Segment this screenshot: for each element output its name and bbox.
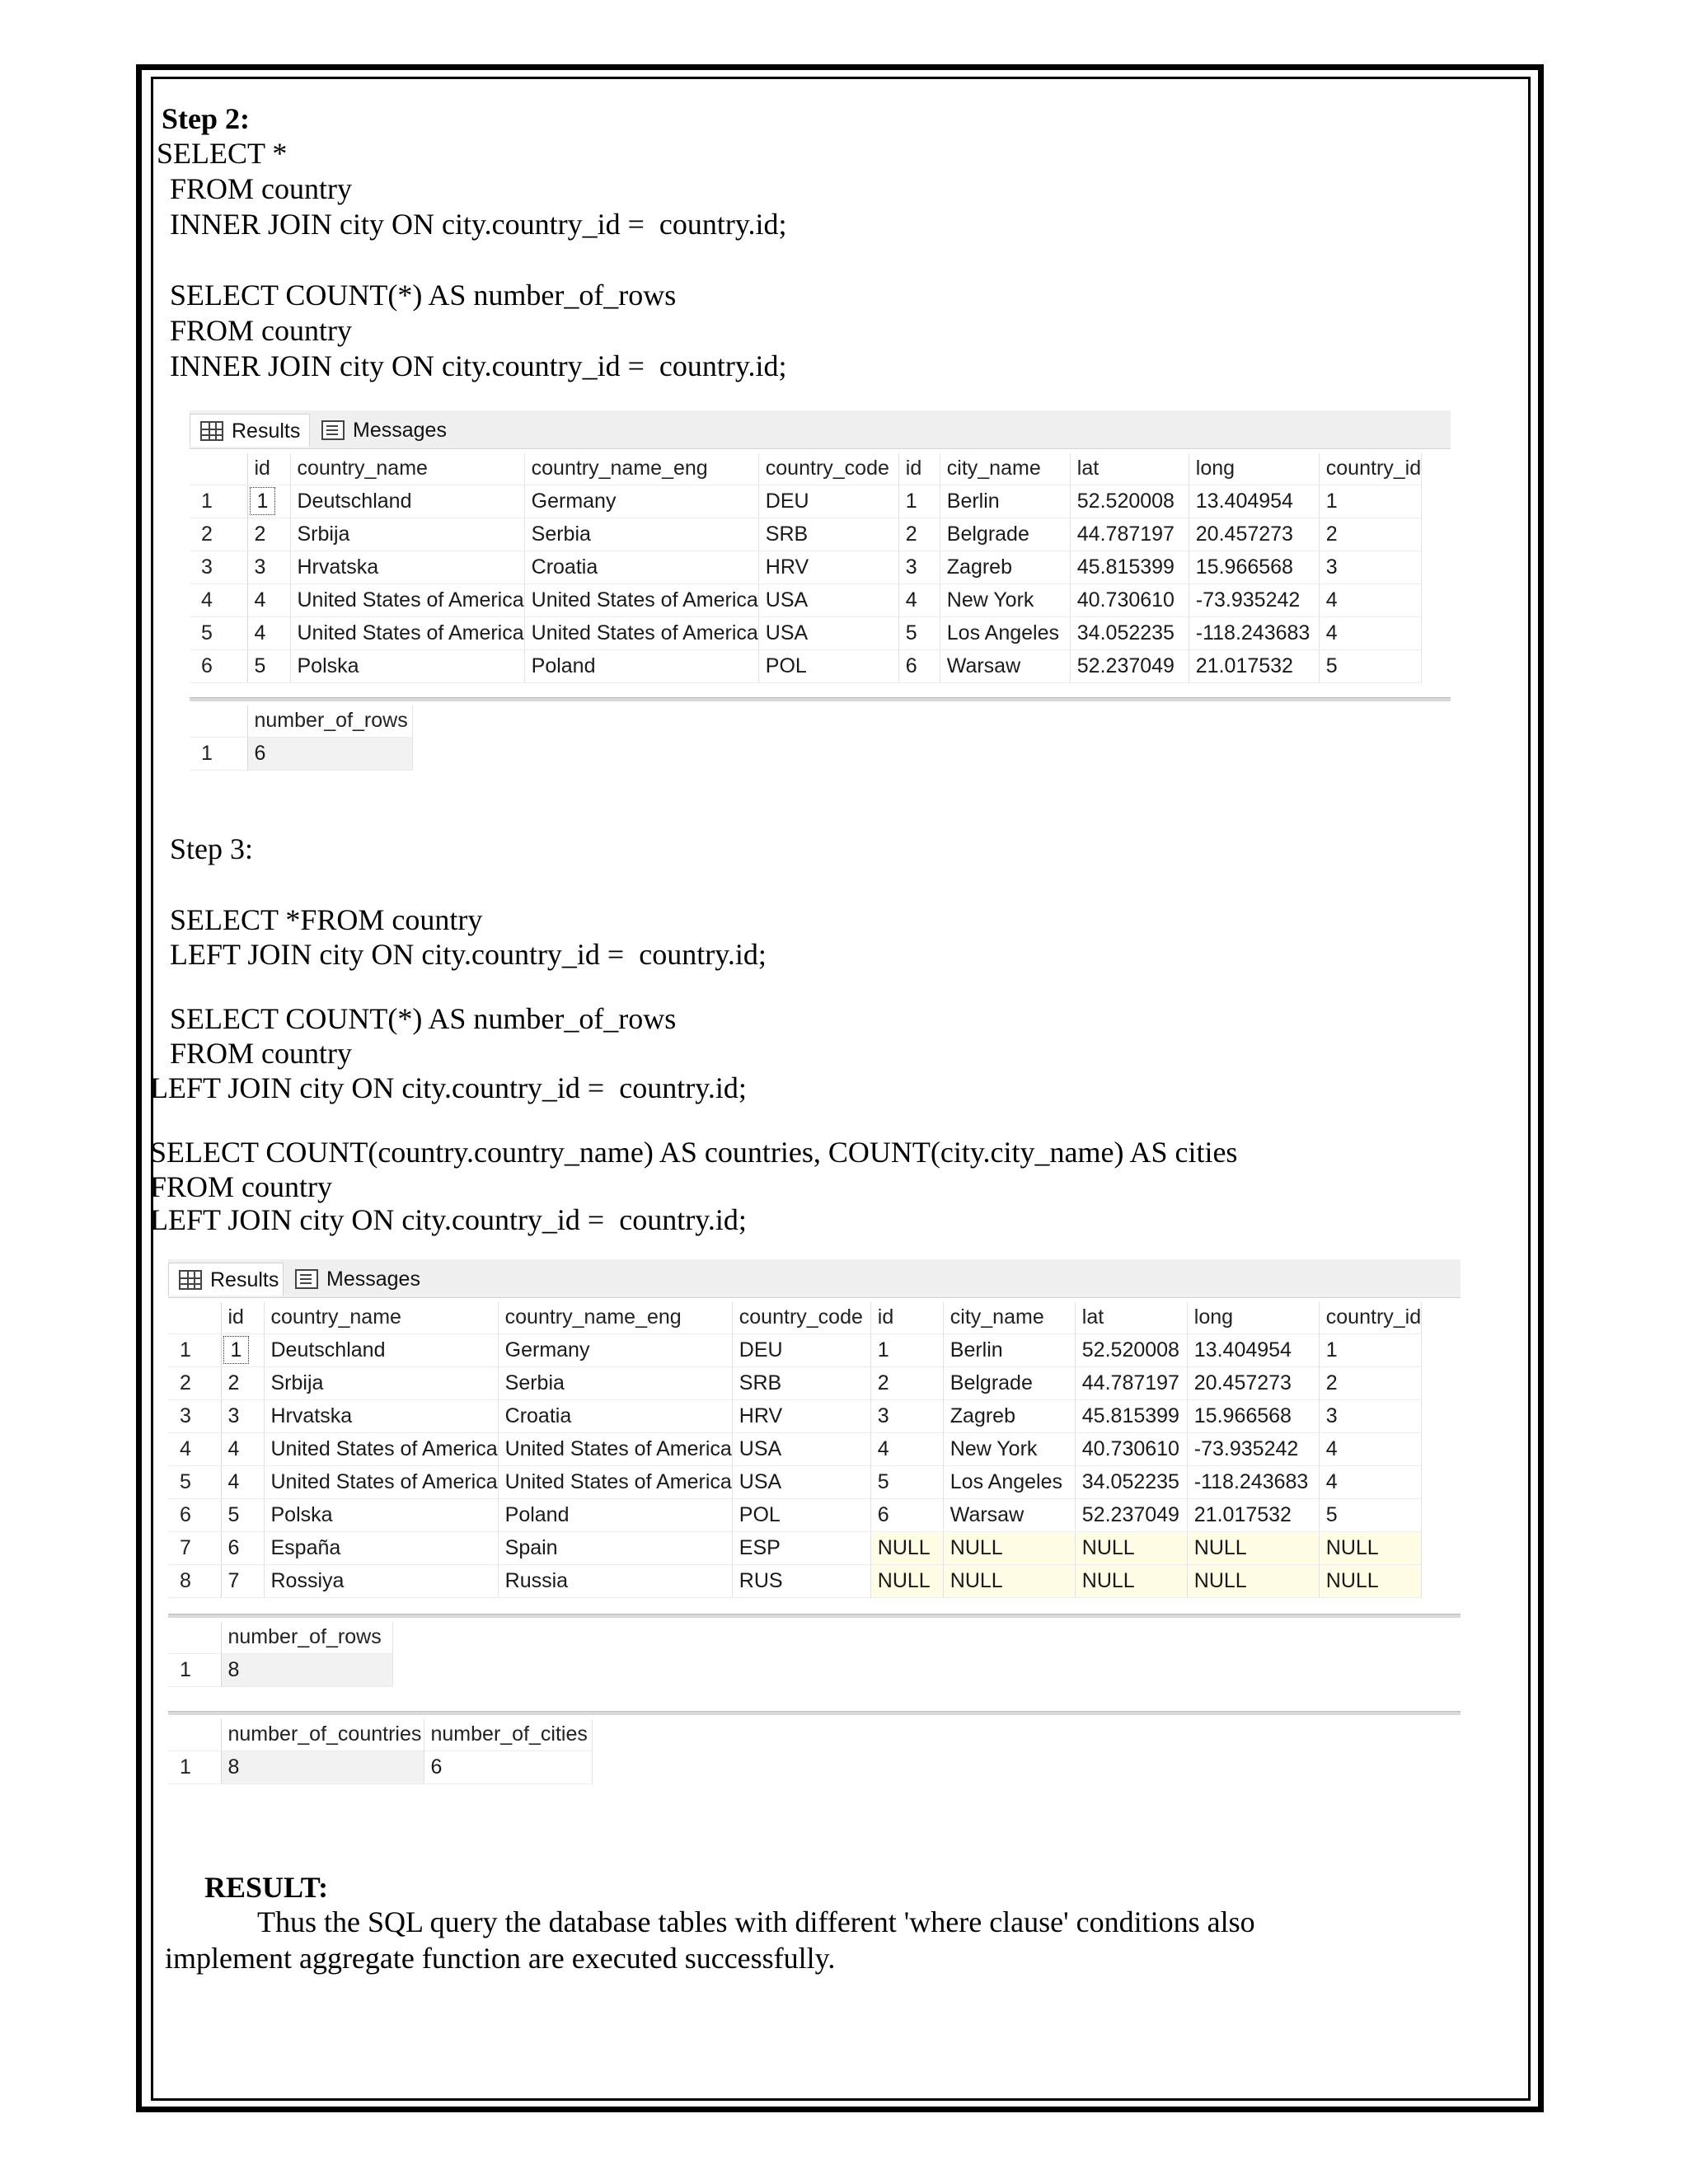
table-cell[interactable]: 5 bbox=[1319, 1498, 1421, 1531]
table-cell[interactable]: 40.730610 bbox=[1075, 1432, 1187, 1465]
table-cell[interactable]: ESP bbox=[732, 1531, 870, 1564]
inner-join-results-grid bbox=[190, 453, 1422, 683]
table-cell[interactable]: Los Angeles bbox=[940, 616, 1070, 649]
column-header: country_name_eng bbox=[498, 1302, 732, 1333]
table-cell[interactable]: Zagreb bbox=[940, 551, 1070, 583]
table-cell[interactable]: 5 bbox=[247, 649, 290, 682]
table-cell[interactable]: Zagreb bbox=[943, 1399, 1075, 1432]
table-cell[interactable]: 3 bbox=[1319, 551, 1421, 583]
cell-number-of-cities[interactable]: 6 bbox=[424, 1750, 592, 1783]
tab-messages[interactable] bbox=[312, 414, 452, 447]
table-row[interactable] bbox=[190, 616, 1422, 649]
column-header: long bbox=[1187, 1302, 1319, 1333]
table-cell[interactable]: -118.243683 bbox=[1187, 1465, 1319, 1498]
table-cell[interactable]: 4 bbox=[1319, 583, 1421, 616]
table-cell[interactable]: 40.730610 bbox=[1070, 583, 1189, 616]
step3-q2-line2: FROM country bbox=[170, 1037, 353, 1070]
table-cell[interactable]: Berlin bbox=[940, 485, 1070, 518]
row-number[interactable]: 6 bbox=[168, 1498, 221, 1531]
row-number[interactable]: 3 bbox=[168, 1399, 221, 1432]
table-row[interactable] bbox=[190, 649, 1422, 682]
tab-results-label: Results bbox=[210, 1268, 279, 1291]
left-join-results-grid bbox=[168, 1302, 1422, 1598]
table-cell[interactable]: 2 bbox=[247, 518, 290, 551]
table-cell[interactable]: NULL bbox=[1075, 1564, 1187, 1597]
column-header: lat bbox=[1075, 1302, 1187, 1333]
table-cell[interactable]: United States of America bbox=[524, 583, 758, 616]
table-cell[interactable]: United States of America bbox=[524, 616, 758, 649]
table-cell[interactable]: United States of America bbox=[290, 616, 524, 649]
table-cell[interactable]: 4 bbox=[898, 583, 940, 616]
step2-q1-line1: SELECT * bbox=[157, 137, 288, 170]
row-number[interactable]: 5 bbox=[190, 616, 247, 649]
table-cell[interactable]: DEU bbox=[758, 485, 898, 518]
table-row[interactable] bbox=[190, 583, 1422, 616]
row-number[interactable]: 3 bbox=[190, 551, 247, 583]
tab-messages[interactable] bbox=[285, 1263, 425, 1296]
results-panel-inner-join bbox=[190, 410, 1451, 781]
table-cell[interactable]: 4 bbox=[247, 583, 290, 616]
selected-cell-value: 1 bbox=[223, 1336, 250, 1364]
table-cell[interactable]: 20.457273 bbox=[1189, 518, 1319, 551]
table-cell[interactable]: 15.966568 bbox=[1187, 1399, 1319, 1432]
table-cell[interactable]: 34.052235 bbox=[1070, 616, 1189, 649]
table-cell[interactable]: 44.787197 bbox=[1070, 518, 1189, 551]
tab-messages-label: Messages bbox=[353, 419, 447, 442]
table-cell[interactable]: Poland bbox=[524, 649, 758, 682]
table-cell[interactable]: SRB bbox=[758, 518, 898, 551]
row-number[interactable]: 4 bbox=[190, 583, 247, 616]
table-cell[interactable]: USA bbox=[732, 1465, 870, 1498]
table-cell[interactable]: 4 bbox=[1319, 1465, 1421, 1498]
grid-icon bbox=[200, 421, 223, 441]
step3-q1-line2: LEFT JOIN city ON city.country_id = country.id; bbox=[170, 938, 767, 971]
step2-q1-line3: INNER JOIN city ON city.country_id = country.id; bbox=[170, 208, 787, 241]
results-tabbar bbox=[190, 410, 1451, 449]
column-header: country_id bbox=[1319, 453, 1421, 485]
column-header: country_name bbox=[264, 1302, 498, 1333]
table-cell[interactable]: Serbia bbox=[524, 518, 758, 551]
table-cell[interactable]: 3 bbox=[870, 1399, 943, 1432]
table-cell[interactable]: 44.787197 bbox=[1075, 1366, 1187, 1399]
row-number-header bbox=[168, 1622, 221, 1653]
table-cell[interactable]: 2 bbox=[1319, 1366, 1421, 1399]
table-cell[interactable]: 3 bbox=[898, 551, 940, 583]
table-cell[interactable]: Rossiya bbox=[264, 1564, 498, 1597]
grid-separator bbox=[168, 1711, 1461, 1715]
table-cell[interactable]: Deutschland bbox=[290, 485, 524, 518]
table-row[interactable] bbox=[190, 518, 1422, 551]
table-cell[interactable]: 52.237049 bbox=[1075, 1498, 1187, 1531]
row-number[interactable]: 6 bbox=[190, 649, 247, 682]
row-number-header bbox=[190, 453, 247, 485]
table-cell[interactable]: Russia bbox=[498, 1564, 732, 1597]
table-cell[interactable]: 4 bbox=[247, 616, 290, 649]
table-cell[interactable]: RUS bbox=[732, 1564, 870, 1597]
table-cell[interactable]: -73.935242 bbox=[1189, 583, 1319, 616]
table-cell[interactable]: 2 bbox=[870, 1366, 943, 1399]
table-cell[interactable]: 2 bbox=[221, 1366, 264, 1399]
table-cell[interactable]: NULL bbox=[943, 1531, 1075, 1564]
row-number-header bbox=[168, 1302, 221, 1333]
messages-icon bbox=[295, 1269, 318, 1289]
table-cell[interactable]: Warsaw bbox=[940, 649, 1070, 682]
table-cell[interactable]: Spain bbox=[498, 1531, 732, 1564]
step3-q3-line2: FROM country bbox=[150, 1170, 333, 1203]
cell-number-of-rows[interactable]: 8 bbox=[221, 1653, 392, 1686]
table-cell[interactable]: United States of America bbox=[290, 583, 524, 616]
table-cell[interactable]: DEU bbox=[732, 1333, 870, 1366]
row-number-header bbox=[168, 1719, 221, 1750]
step3-q3-line1: SELECT COUNT(country.country_name) AS countries, COUNT(city.city_name) AS cities bbox=[150, 1136, 1238, 1169]
tab-results[interactable] bbox=[190, 414, 310, 447]
step2-q2-line1: SELECT COUNT(*) AS number_of_rows bbox=[170, 279, 677, 312]
table-cell[interactable]: 15.966568 bbox=[1189, 551, 1319, 583]
table-cell[interactable]: POL bbox=[732, 1498, 870, 1531]
table-cell[interactable]: Croatia bbox=[498, 1399, 732, 1432]
table-row[interactable] bbox=[168, 1399, 1422, 1432]
table-cell[interactable]: 3 bbox=[247, 551, 290, 583]
table-cell[interactable]: USA bbox=[732, 1432, 870, 1465]
row-number: 1 bbox=[168, 1750, 221, 1783]
table-row[interactable] bbox=[168, 1333, 1422, 1366]
table-cell[interactable]: 6 bbox=[870, 1498, 943, 1531]
row-number[interactable]: 1 bbox=[168, 1333, 221, 1366]
table-cell[interactable]: NULL bbox=[1075, 1531, 1187, 1564]
table-cell[interactable]: NULL bbox=[1319, 1531, 1421, 1564]
table-cell[interactable]: Polska bbox=[290, 649, 524, 682]
table-cell[interactable]: HRV bbox=[732, 1399, 870, 1432]
table-row[interactable] bbox=[168, 1432, 1422, 1465]
column-header: id bbox=[221, 1302, 264, 1333]
table-cell[interactable]: NULL bbox=[943, 1564, 1075, 1597]
table-row[interactable] bbox=[190, 551, 1422, 583]
table-cell[interactable]: 2 bbox=[1319, 518, 1421, 551]
left-count-grid bbox=[168, 1622, 393, 1687]
table-cell[interactable]: -73.935242 bbox=[1187, 1432, 1319, 1465]
table-cell[interactable]: Germany bbox=[524, 485, 758, 518]
column-header: long bbox=[1189, 453, 1319, 485]
tab-results-label: Results bbox=[232, 419, 301, 443]
result-line-2: implement aggregate function are executed successfully. bbox=[165, 1942, 836, 1975]
table-cell[interactable]: 4 bbox=[221, 1432, 264, 1465]
row-number[interactable]: 8 bbox=[168, 1564, 221, 1597]
column-header: id bbox=[247, 453, 290, 485]
step3-q2-line1: SELECT COUNT(*) AS number_of_rows bbox=[170, 1002, 677, 1035]
table-cell[interactable]: New York bbox=[943, 1432, 1075, 1465]
column-header: id bbox=[870, 1302, 943, 1333]
result-line-1: Thus the SQL query the database tables with different 'where clause' conditions also bbox=[257, 1905, 1255, 1938]
table-cell[interactable] bbox=[247, 485, 290, 518]
table-cell[interactable]: 5 bbox=[1319, 649, 1421, 682]
table-cell[interactable]: Belgrade bbox=[940, 518, 1070, 551]
table-cell[interactable]: NULL bbox=[1187, 1531, 1319, 1564]
table-cell[interactable]: 6 bbox=[898, 649, 940, 682]
table-cell[interactable]: Srbija bbox=[264, 1366, 498, 1399]
row-number: 1 bbox=[168, 1653, 221, 1686]
step2-title: Step 2: bbox=[162, 102, 250, 135]
table-row[interactable] bbox=[190, 485, 1422, 518]
table-cell[interactable]: 2 bbox=[898, 518, 940, 551]
grid-icon bbox=[179, 1270, 202, 1290]
messages-icon bbox=[321, 420, 345, 440]
row-number[interactable]: 7 bbox=[168, 1531, 221, 1564]
table-cell[interactable]: 52.520008 bbox=[1070, 485, 1189, 518]
row-number[interactable]: 1 bbox=[190, 485, 247, 518]
step3-title: Step 3: bbox=[170, 832, 254, 865]
column-header: lat bbox=[1070, 453, 1189, 485]
table-cell[interactable]: Srbija bbox=[290, 518, 524, 551]
cell-number-of-countries[interactable]: 8 bbox=[221, 1750, 424, 1783]
table-cell[interactable] bbox=[221, 1333, 264, 1366]
row-number[interactable]: 2 bbox=[190, 518, 247, 551]
step3-q3-line3: LEFT JOIN city ON city.country_id = country.id; bbox=[150, 1203, 747, 1236]
column-header: city_name bbox=[940, 453, 1070, 485]
row-number[interactable]: 5 bbox=[168, 1465, 221, 1498]
tab-messages-label: Messages bbox=[326, 1268, 420, 1291]
table-row[interactable] bbox=[168, 1465, 1422, 1498]
table-cell[interactable]: 34.052235 bbox=[1075, 1465, 1187, 1498]
column-header: country_id bbox=[1319, 1302, 1421, 1333]
grid-separator bbox=[168, 1614, 1461, 1618]
table-cell[interactable]: 5 bbox=[898, 616, 940, 649]
table-cell[interactable]: 7 bbox=[221, 1564, 264, 1597]
column-header: id bbox=[898, 453, 940, 485]
row-number[interactable]: 4 bbox=[168, 1432, 221, 1465]
column-header: number_of_rows bbox=[221, 1622, 392, 1653]
column-header: country_code bbox=[732, 1302, 870, 1333]
table-cell[interactable]: 5 bbox=[221, 1498, 264, 1531]
table-cell[interactable]: 52.237049 bbox=[1070, 649, 1189, 682]
table-cell[interactable]: 20.457273 bbox=[1187, 1366, 1319, 1399]
table-row[interactable] bbox=[168, 1564, 1422, 1597]
table-cell[interactable]: Deutschland bbox=[264, 1333, 498, 1366]
table-cell[interactable]: Poland bbox=[498, 1498, 732, 1531]
column-header: city_name bbox=[943, 1302, 1075, 1333]
table-cell[interactable]: 1 bbox=[1319, 485, 1421, 518]
table-row[interactable] bbox=[168, 1366, 1422, 1399]
table-cell[interactable]: Hrvatska bbox=[290, 551, 524, 583]
table-cell[interactable]: Belgrade bbox=[943, 1366, 1075, 1399]
table-cell[interactable]: 3 bbox=[1319, 1399, 1421, 1432]
table-cell[interactable]: NULL bbox=[870, 1531, 943, 1564]
table-cell[interactable]: Serbia bbox=[498, 1366, 732, 1399]
table-cell[interactable]: United States of America bbox=[264, 1432, 498, 1465]
table-cell[interactable]: 45.815399 bbox=[1075, 1399, 1187, 1432]
table-cell[interactable]: 13.404954 bbox=[1189, 485, 1319, 518]
grid-separator bbox=[190, 697, 1451, 701]
table-cell[interactable]: United States of America bbox=[498, 1432, 732, 1465]
table-cell[interactable]: 1 bbox=[870, 1333, 943, 1366]
row-number[interactable]: 2 bbox=[168, 1366, 221, 1399]
table-cell[interactable]: HRV bbox=[758, 551, 898, 583]
row-number-header bbox=[190, 705, 247, 737]
row-number: 1 bbox=[190, 737, 247, 770]
table-cell[interactable]: USA bbox=[758, 616, 898, 649]
left-agg-grid bbox=[168, 1719, 593, 1784]
table-cell[interactable]: NULL bbox=[1319, 1564, 1421, 1597]
table-cell[interactable]: POL bbox=[758, 649, 898, 682]
table-cell[interactable]: United States of America bbox=[498, 1465, 732, 1498]
table-cell[interactable]: United States of America bbox=[264, 1465, 498, 1498]
column-header-cities: number_of_cities bbox=[424, 1719, 592, 1750]
table-cell[interactable]: 1 bbox=[1319, 1333, 1421, 1366]
column-header: country_code bbox=[758, 453, 898, 485]
table-cell[interactable]: 4 bbox=[870, 1432, 943, 1465]
cell-number-of-rows[interactable]: 6 bbox=[247, 737, 412, 770]
step3-q2-line3: LEFT JOIN city ON city.country_id = country.id; bbox=[150, 1071, 747, 1104]
table-cell[interactable]: Warsaw bbox=[943, 1498, 1075, 1531]
step3-q1-line1: SELECT *FROM country bbox=[170, 903, 483, 936]
tab-results[interactable] bbox=[168, 1263, 284, 1296]
table-cell[interactable]: NULL bbox=[1187, 1564, 1319, 1597]
table-cell[interactable]: New York bbox=[940, 583, 1070, 616]
step2-q2-line3: INNER JOIN city ON city.country_id = country.id; bbox=[170, 349, 787, 382]
table-cell[interactable]: USA bbox=[758, 583, 898, 616]
inner-count-grid bbox=[190, 705, 413, 771]
table-cell[interactable]: 4 bbox=[1319, 616, 1421, 649]
table-cell[interactable]: Polska bbox=[264, 1498, 498, 1531]
table-cell[interactable]: 21.017532 bbox=[1187, 1498, 1319, 1531]
table-cell[interactable]: 45.815399 bbox=[1070, 551, 1189, 583]
table-cell[interactable]: Hrvatska bbox=[264, 1399, 498, 1432]
table-cell[interactable]: 52.520008 bbox=[1075, 1333, 1187, 1366]
results-tabbar bbox=[168, 1259, 1461, 1298]
table-cell[interactable]: 3 bbox=[221, 1399, 264, 1432]
table-row[interactable] bbox=[168, 1531, 1422, 1564]
selected-cell-value: 1 bbox=[250, 487, 276, 515]
step2-q1-line2: FROM country bbox=[170, 172, 353, 205]
column-header: country_name bbox=[290, 453, 524, 485]
table-cell[interactable]: NULL bbox=[870, 1564, 943, 1597]
table-row[interactable] bbox=[168, 1498, 1422, 1531]
table-cell[interactable]: 21.017532 bbox=[1189, 649, 1319, 682]
table-cell[interactable]: Croatia bbox=[524, 551, 758, 583]
column-header: number_of_rows bbox=[247, 705, 412, 737]
column-header-countries: number_of_countries bbox=[221, 1719, 424, 1750]
table-cell[interactable]: -118.243683 bbox=[1189, 616, 1319, 649]
result-heading: RESULT: bbox=[204, 1871, 329, 1904]
results-panel-left-join bbox=[168, 1259, 1461, 1787]
column-header: country_name_eng bbox=[524, 453, 758, 485]
table-cell[interactable]: Los Angeles bbox=[943, 1465, 1075, 1498]
table-cell[interactable]: Germany bbox=[498, 1333, 732, 1366]
table-cell[interactable]: 6 bbox=[221, 1531, 264, 1564]
table-cell[interactable]: 13.404954 bbox=[1187, 1333, 1319, 1366]
table-cell[interactable]: 5 bbox=[870, 1465, 943, 1498]
table-cell[interactable]: 4 bbox=[1319, 1432, 1421, 1465]
table-cell[interactable]: 4 bbox=[221, 1465, 264, 1498]
table-cell[interactable]: Berlin bbox=[943, 1333, 1075, 1366]
step2-q2-line2: FROM country bbox=[170, 314, 353, 347]
table-cell[interactable]: SRB bbox=[732, 1366, 870, 1399]
table-cell[interactable]: 1 bbox=[898, 485, 940, 518]
table-cell[interactable]: España bbox=[264, 1531, 498, 1564]
